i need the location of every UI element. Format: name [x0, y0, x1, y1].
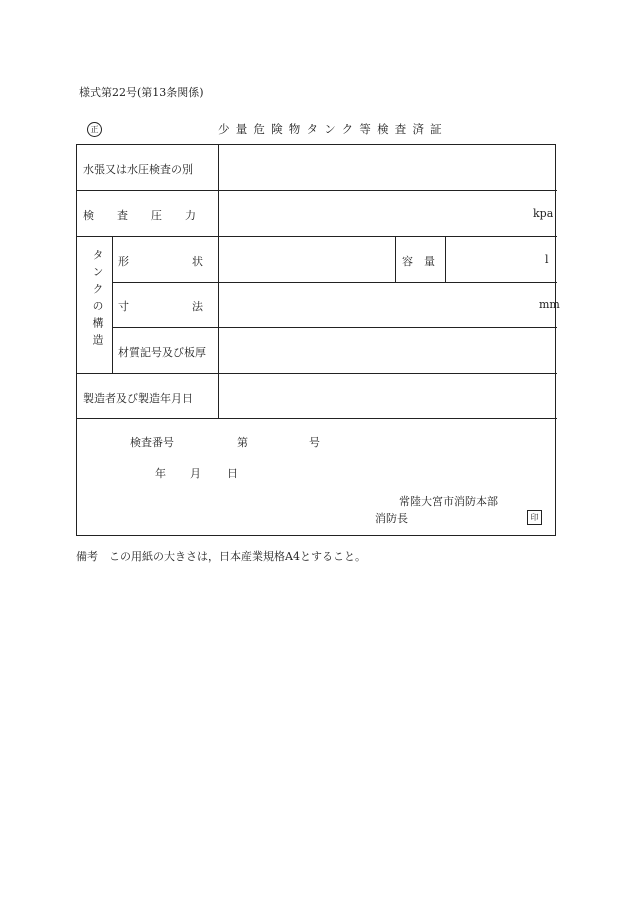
go-label: 号: [309, 436, 320, 449]
pressure-type-label: 水張又は水圧検査の別: [83, 163, 193, 176]
dimensions-text: 寸法: [118, 300, 266, 313]
test-pressure-text: 検査圧力: [83, 209, 219, 222]
original-mark: 正: [87, 122, 102, 137]
column-divider: [112, 236, 113, 373]
month-label: 月: [190, 467, 201, 480]
issuer-organization: 常陸大宮市消防本部: [399, 495, 498, 508]
inspection-number-label: 検査番号: [130, 436, 174, 449]
document-title: 少量危険物タンク等検査済証: [218, 122, 448, 136]
form-number: 様式第22号(第13条関係): [79, 86, 204, 99]
row-divider: [77, 373, 557, 374]
dimensions-unit: mm: [539, 298, 560, 311]
maker-label: 製造者及び製造年月日: [83, 392, 193, 405]
test-pressure-label: [83, 207, 219, 223]
capacity-text: 容量: [402, 255, 446, 268]
remarks-note: 備考 この用紙の大きさは，日本産業規格A4とすること。: [76, 550, 366, 563]
tank-structure-label: タンクの構造: [91, 249, 104, 351]
column-divider: [218, 145, 219, 418]
shape-text: 形状: [118, 255, 266, 268]
year-label: 年: [155, 467, 166, 480]
shape-label: [118, 253, 266, 269]
dimensions-label: [118, 298, 266, 314]
material-label: 材質記号及び板厚: [118, 346, 206, 359]
pressure-unit: kpa: [533, 207, 554, 220]
row-divider: [77, 236, 557, 237]
day-label: 日: [227, 467, 238, 480]
row-divider: [112, 327, 557, 328]
row-divider: [77, 190, 557, 191]
dai-label: 第: [237, 436, 248, 449]
column-divider: [395, 236, 396, 282]
seal-mark: 印: [527, 510, 542, 525]
row-divider: [112, 282, 557, 283]
certificate-table: [76, 144, 560, 536]
capacity-unit: l: [545, 253, 549, 266]
capacity-label: [402, 253, 446, 269]
row-divider: [77, 418, 557, 419]
issuer-title: 消防長: [375, 512, 408, 525]
